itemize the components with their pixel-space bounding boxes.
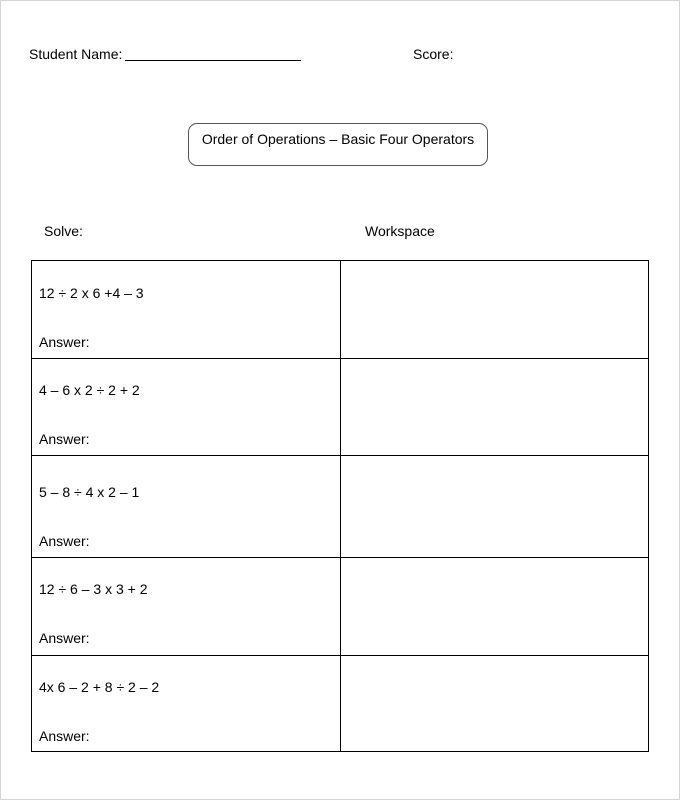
answer-label-4: Answer: (39, 630, 90, 646)
workspace-cell-5 (341, 656, 648, 751)
problem-row-3 (32, 455, 648, 557)
worksheet-title-box (188, 123, 488, 166)
problem-expression-1: 12 ÷ 2 x 6 +4 – 3 (39, 285, 144, 301)
problem-cell-5 (32, 656, 341, 751)
problem-cell-4 (32, 558, 341, 655)
problem-cell-2 (32, 359, 341, 455)
answer-label-2: Answer: (39, 431, 90, 447)
score-label: Score: (413, 46, 454, 62)
problem-row-2 (32, 358, 648, 455)
answer-label-1: Answer: (39, 334, 90, 350)
workspace-column-label: Workspace (365, 223, 435, 239)
workspace-cell-1 (341, 261, 648, 358)
workspace-cell-3 (341, 456, 648, 557)
answer-label-3: Answer: (39, 533, 90, 549)
student-name-line (125, 60, 301, 61)
problem-row-1 (32, 261, 648, 358)
problem-expression-2: 4 – 6 x 2 ÷ 2 + 2 (39, 382, 140, 398)
problem-expression-3: 5 – 8 ÷ 4 x 2 – 1 (39, 484, 140, 500)
problem-expression-5: 4x 6 – 2 + 8 ÷ 2 – 2 (39, 679, 160, 695)
answer-label-5: Answer: (39, 728, 90, 744)
workspace-cell-4 (341, 558, 648, 655)
student-name-label: Student Name: (29, 46, 123, 62)
problem-row-4 (32, 557, 648, 655)
problems-table (31, 260, 649, 752)
worksheet-title: Order of Operations – Basic Four Operators (201, 131, 475, 147)
problem-cell-1 (32, 261, 341, 358)
problem-expression-4: 12 ÷ 6 – 3 x 3 + 2 (39, 581, 148, 597)
problem-row-5 (32, 655, 648, 751)
workspace-cell-2 (341, 359, 648, 455)
solve-column-label: Solve: (44, 223, 83, 239)
problem-cell-3 (32, 456, 341, 557)
